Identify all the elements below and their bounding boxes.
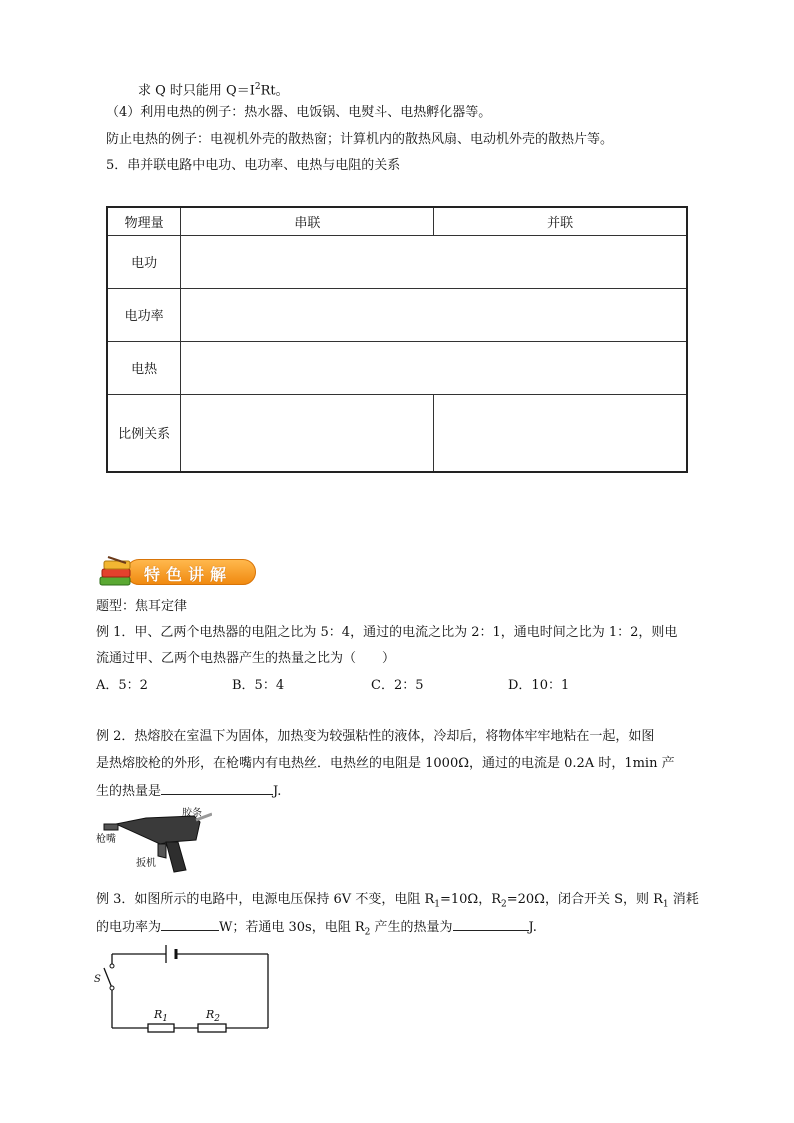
ex3-text: =10Ω，R [439, 892, 501, 907]
answer-blank[interactable] [161, 917, 219, 931]
subscript: 1 [162, 1014, 169, 1025]
table-header: 并联 [434, 207, 687, 235]
fig-label-trigger: 扳机 [136, 858, 156, 869]
subscript: 2 [501, 899, 507, 910]
answer-blank[interactable] [453, 917, 529, 931]
table-cell [434, 394, 687, 472]
switch-pivot [110, 986, 114, 990]
ex3-line-1 [96, 891, 699, 914]
ex3-line-2 [96, 917, 537, 942]
ex2-text: J. [273, 784, 282, 799]
table-cell [181, 235, 687, 288]
ex2-text: 生的热量是 [96, 784, 162, 799]
table-header-row [107, 207, 687, 235]
ex1-line-2: 流通过甲、乙两个电热器产生的热量之比为（ ） [96, 651, 396, 666]
table-cell [181, 288, 687, 341]
circuit-svg [94, 942, 274, 1034]
ex3-text: 例 3．如图所示的电路中，电源电压保持 6V 不变，电阻 R [96, 892, 435, 907]
intro-line-3: 防止电热的例子：电视机外壳的散热窗；计算机内的散热风扇、电动机外壳的散热片等。 [106, 132, 614, 147]
ex3-text: W；若通电 30s，电阻 R [219, 920, 365, 935]
subscript: 2 [214, 1014, 221, 1025]
switch-contact [110, 964, 114, 968]
row-label: 电热 [107, 341, 181, 394]
row-label: 电功 [107, 235, 181, 288]
row-label: 电功率 [107, 288, 181, 341]
resistor-symbol: R [206, 1008, 215, 1021]
intro-text: 求 Q 时只能用 Q＝I [138, 83, 255, 99]
banner-title: 特色讲解 [144, 565, 233, 584]
relation-table [106, 206, 688, 473]
intro-line-4: 5．串并联电路中电功、电功率、电热与电阻的关系 [106, 158, 401, 173]
ex3-text: J. [528, 920, 537, 935]
table-header: 物理量 [107, 207, 181, 235]
resistor-label-r1 [154, 1008, 168, 1024]
ex1-option-b: B．5：4 [232, 678, 285, 693]
ex1-line-1: 例 1．甲、乙两个电热器的电阻之比为 5：4，通过的电流之比为 2：1，通电时间之比为 1：2，则电 [96, 625, 678, 640]
ex3-text: 消耗 [668, 892, 699, 907]
section-label: 题型：焦耳定律 [96, 599, 188, 614]
superscript: 2 [254, 82, 261, 92]
ex3-text: =20Ω，闭合开关 S，则 R [506, 892, 663, 907]
circuit-diagram [94, 942, 274, 1034]
subscript: 1 [434, 899, 440, 910]
ex3-text: 的电功率为 [96, 920, 162, 935]
resistor-symbol: R [154, 1008, 163, 1021]
subscript: 2 [364, 927, 371, 938]
fig-label-nozzle: 枪嘴 [96, 834, 116, 845]
books-icon [96, 553, 136, 589]
ex2-line-2: 是热熔胶枪的外形，在枪嘴内有电热丝．电热丝的电阻是 1000Ω，通过的电流是 0.2A 时，1min 产 [96, 756, 675, 771]
answer-blank[interactable] [161, 781, 273, 795]
resistor-label-r2 [206, 1008, 220, 1024]
ex1-option-c: C．2：5 [371, 678, 424, 693]
table-cell [181, 394, 434, 472]
ex2-line-1: 例 2．热熔胶在室温下为固体，加热变为较强粘性的液体，冷却后，将物体牢牢地粘在一起，如图 [96, 729, 655, 744]
ex2-line-3 [96, 781, 281, 801]
row-label: 比例关系 [107, 394, 181, 472]
table-row [107, 288, 687, 341]
switch-label: S [94, 974, 101, 985]
intro-line-1 [138, 78, 289, 100]
glue-gun-figure [96, 804, 212, 876]
table-row [107, 235, 687, 288]
section-banner [96, 553, 258, 589]
table-cell [181, 341, 687, 394]
intro-text: Rt。 [260, 83, 289, 99]
ex1-option-a: A．5：2 [96, 678, 148, 693]
subscript: 1 [662, 899, 669, 910]
ex1-option-d: D．10：1 [508, 678, 570, 693]
fig-label-glue: 胶条 [182, 808, 202, 819]
table-row [107, 341, 687, 394]
intro-line-2: （4）利用电热的例子：热水器、电饭锅、电熨斗、电热孵化器等。 [106, 105, 492, 120]
table-row [107, 394, 687, 472]
table-header: 串联 [181, 207, 434, 235]
ex3-text: 产生的热量为 [370, 920, 453, 935]
